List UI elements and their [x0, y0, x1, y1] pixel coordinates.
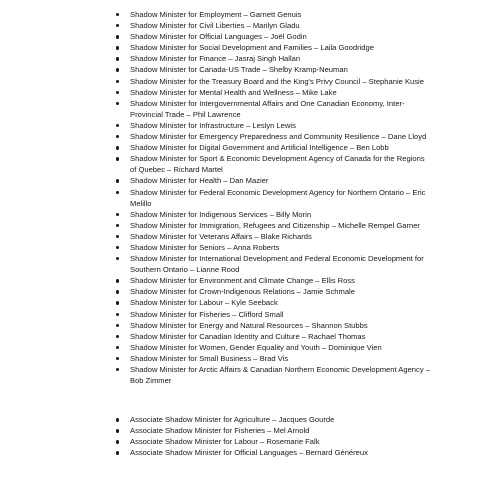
list-item: Shadow Minister for Intergovernmental Affairs and One Canadian Economy, Inter-Provincial Trade – Phil Lawrence	[0, 98, 500, 120]
list-item: Associate Shadow Minister for Labour – Rosemarie Falk	[0, 436, 500, 447]
list-item: Shadow Minister for the Treasury Board and the King's Privy Council – Stephanie Kusie	[0, 76, 500, 87]
list-item: Shadow Minister for Labour – Kyle Seeback	[0, 297, 500, 308]
shadow-minister-list	[0, 9, 500, 386]
list-item: Shadow Minister for Health – Dan Mazier	[0, 175, 500, 186]
list-item: Shadow Minister for Official Languages – Joël Godin	[0, 31, 500, 42]
list-item: Shadow Minister for Veterans Affairs – Blake Richards	[0, 231, 500, 242]
associate-minister-list	[0, 414, 500, 458]
list-item: Shadow Minister for Women, Gender Equality and Youth – Dominique Vien	[0, 342, 500, 353]
list-item: Shadow Minister for Seniors – Anna Roberts	[0, 242, 500, 253]
list-item: Shadow Minister for Canada-US Trade – Shelby Kramp-Neuman	[0, 64, 500, 75]
list-item: Shadow Minister for Small Business – Brad Vis	[0, 353, 500, 364]
list-item: Shadow Minister for Federal Economic Development Agency for Northern Ontario – Eric Melillo	[0, 187, 500, 209]
list-item: Shadow Minister for Digital Government and Artificial Intelligence – Ben Lobb	[0, 142, 500, 153]
list-item: Shadow Minister for Immigration, Refugees and Citizenship – Michelle Rempel Garner	[0, 220, 500, 231]
list-item: Shadow Minister for International Development and Federal Economic Development for Southern Ontario – Lianne Rood	[0, 253, 500, 275]
list-item: Shadow Minister for Canadian Identity and Culture – Rachael Thomas	[0, 331, 500, 342]
list-item: Shadow Minister for Emergency Preparedness and Community Resilience – Dane Lloyd	[0, 131, 500, 142]
list-item: Shadow Minister for Finance – Jasraj Singh Hallan	[0, 53, 500, 64]
section-spacer	[0, 386, 500, 414]
list-item: Shadow Minister for Environment and Climate Change – Ellis Ross	[0, 275, 500, 286]
list-item: Associate Shadow Minister for Fisheries – Mel Arnold	[0, 425, 500, 436]
list-item: Associate Shadow Minister for Agriculture – Jacques Gourde	[0, 414, 500, 425]
list-item: Shadow Minister for Fisheries – Clifford Small	[0, 309, 500, 320]
list-item: Shadow Minister for Energy and Natural Resources – Shannon Stubbs	[0, 320, 500, 331]
list-item: Associate Shadow Minister for Official Languages – Bernard Généreux	[0, 447, 500, 458]
list-item: Shadow Minister for Sport & Economic Development Agency of Canada for the Regions of Quebec – Richard Martel	[0, 153, 500, 175]
list-item: Shadow Minister for Infrastructure – Leslyn Lewis	[0, 120, 500, 131]
list-item: Shadow Minister for Mental Health and Wellness – Mike Lake	[0, 87, 500, 98]
list-item: Shadow Minister for Employment – Garnett Genuis	[0, 9, 500, 20]
list-item: Shadow Minister for Indigenous Services – Billy Morin	[0, 209, 500, 220]
list-item: Shadow Minister for Arctic Affairs & Canadian Northern Economic Development Agency – Bob Zimmer	[0, 364, 500, 386]
list-item: Shadow Minister for Social Development and Families – Laila Goodridge	[0, 42, 500, 53]
list-item: Shadow Minister for Crown-Indigenous Relations – Jamie Schmale	[0, 286, 500, 297]
list-item: Shadow Minister for Civil Liberties – Marilyn Gladu	[0, 20, 500, 31]
